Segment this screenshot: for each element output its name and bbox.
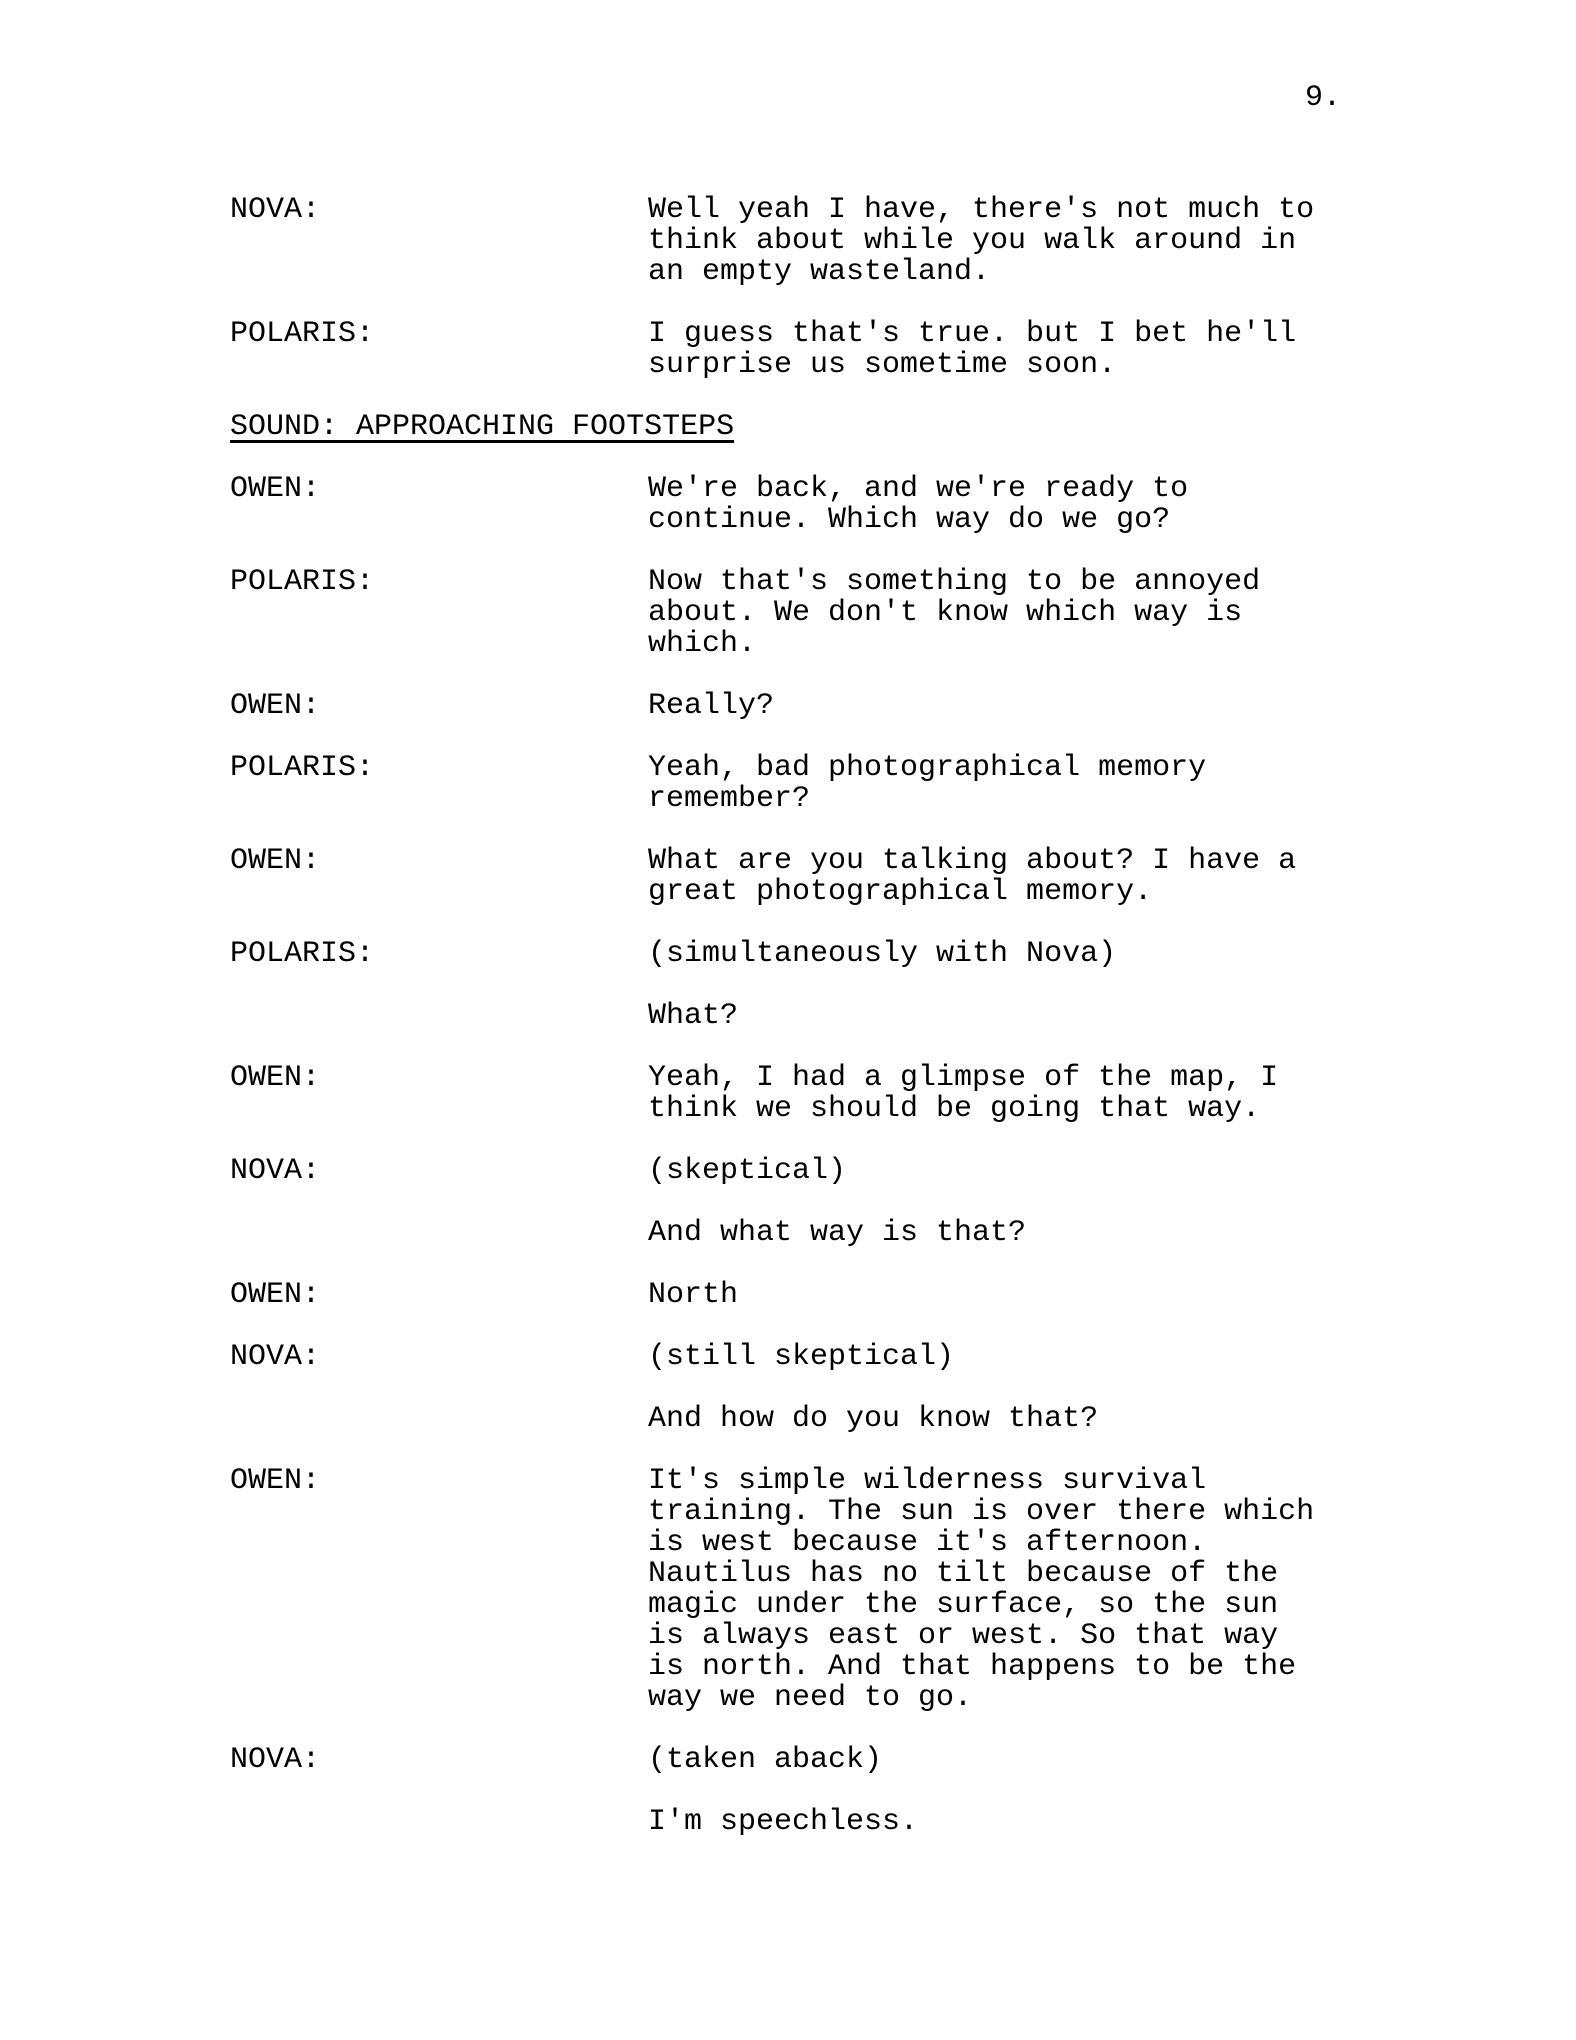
dialogue-block bbox=[230, 1466, 1330, 1714]
dialogue-block bbox=[230, 319, 1330, 381]
parenthetical-paragraph: (simultaneously with Nova) bbox=[648, 937, 1117, 971]
dialogue-text bbox=[648, 1156, 1323, 1249]
dialogue-text bbox=[648, 1063, 1323, 1125]
dialogue-paragraph: And what way is that? bbox=[648, 1216, 1027, 1250]
dialogue-text bbox=[648, 846, 1323, 908]
speaker-name: OWEN: bbox=[230, 1278, 321, 1312]
dialogue-block bbox=[230, 691, 1330, 722]
speaker-name: OWEN: bbox=[230, 472, 321, 506]
dialogue-text bbox=[648, 567, 1323, 660]
dialogue-text bbox=[648, 753, 1323, 815]
speaker-name: NOVA: bbox=[230, 1340, 321, 1374]
dialogue-block bbox=[230, 1156, 1330, 1249]
dialogue-text bbox=[648, 1745, 1323, 1838]
dialogue-paragraph: Yeah, bad photographical memory remember? bbox=[648, 751, 1207, 816]
speaker-name: NOVA: bbox=[230, 1154, 321, 1188]
dialogue-paragraph: North bbox=[648, 1278, 739, 1312]
dialogue-paragraph: Yeah, I had a glimpse of the map, I think we should be going that way. bbox=[648, 1061, 1279, 1126]
script-content bbox=[230, 195, 1330, 1869]
dialogue-block bbox=[230, 567, 1330, 660]
sound-cue bbox=[230, 412, 1330, 443]
speaker-name: POLARIS: bbox=[230, 937, 375, 971]
dialogue-paragraph: And how do you know that? bbox=[648, 1402, 1099, 1436]
dialogue-block bbox=[230, 1745, 1330, 1838]
dialogue-block bbox=[230, 1280, 1330, 1311]
dialogue-block bbox=[230, 939, 1330, 1032]
page-number: 9. bbox=[1305, 81, 1342, 115]
dialogue-paragraph: What? bbox=[648, 999, 739, 1033]
parenthetical-paragraph: (skeptical) bbox=[648, 1154, 847, 1188]
speaker-name: OWEN: bbox=[230, 1061, 321, 1095]
sound-cue-text: SOUND: APPROACHING FOOTSTEPS bbox=[230, 410, 735, 444]
dialogue-block bbox=[230, 474, 1330, 536]
dialogue-paragraph: Really? bbox=[648, 689, 775, 723]
dialogue-block bbox=[230, 195, 1330, 288]
parenthetical-paragraph: (still skeptical) bbox=[648, 1340, 955, 1374]
parenthetical-paragraph: (taken aback) bbox=[648, 1743, 883, 1777]
dialogue-paragraph: We're back, and we're ready to continue. Which way do we go? bbox=[648, 472, 1189, 537]
dialogue-text bbox=[648, 1342, 1323, 1435]
speaker-name: NOVA: bbox=[230, 193, 321, 227]
dialogue-block bbox=[230, 753, 1330, 815]
dialogue-paragraph: Now that's something to be annoyed about. We don't know which way is which. bbox=[648, 565, 1261, 661]
dialogue-text bbox=[648, 1280, 1323, 1311]
dialogue-block bbox=[230, 1342, 1330, 1435]
speaker-name: OWEN: bbox=[230, 689, 321, 723]
dialogue-paragraph: I'm speechless. bbox=[648, 1805, 919, 1839]
dialogue-text bbox=[648, 319, 1323, 381]
dialogue-block bbox=[230, 846, 1330, 908]
dialogue-text bbox=[648, 939, 1323, 1032]
speaker-name: OWEN: bbox=[230, 1464, 321, 1498]
dialogue-paragraph: I guess that's true. but I bet he'll surprise us sometime soon. bbox=[648, 317, 1297, 382]
dialogue-text bbox=[648, 1466, 1323, 1714]
dialogue-paragraph: Well yeah I have, there's not much to think about while you walk around in an empty wasteland. bbox=[648, 193, 1315, 289]
dialogue-block bbox=[230, 1063, 1330, 1125]
speaker-name: NOVA: bbox=[230, 1743, 321, 1777]
speaker-name: POLARIS: bbox=[230, 317, 375, 351]
dialogue-text bbox=[648, 474, 1323, 536]
speaker-name: OWEN: bbox=[230, 844, 321, 878]
speaker-name: POLARIS: bbox=[230, 565, 375, 599]
dialogue-paragraph: What are you talking about? I have a great photographical memory. bbox=[648, 844, 1297, 909]
dialogue-paragraph: It's simple wilderness survival training. The sun is over there which is west because it's afternoon. Nautilus has no tilt because of the magic under the surface, so the sun is always east or west. So that way is north. And that happens to be the way we need to go. bbox=[648, 1464, 1315, 1715]
dialogue-text bbox=[648, 195, 1323, 288]
speaker-name: POLARIS: bbox=[230, 751, 375, 785]
dialogue-text bbox=[648, 691, 1323, 722]
